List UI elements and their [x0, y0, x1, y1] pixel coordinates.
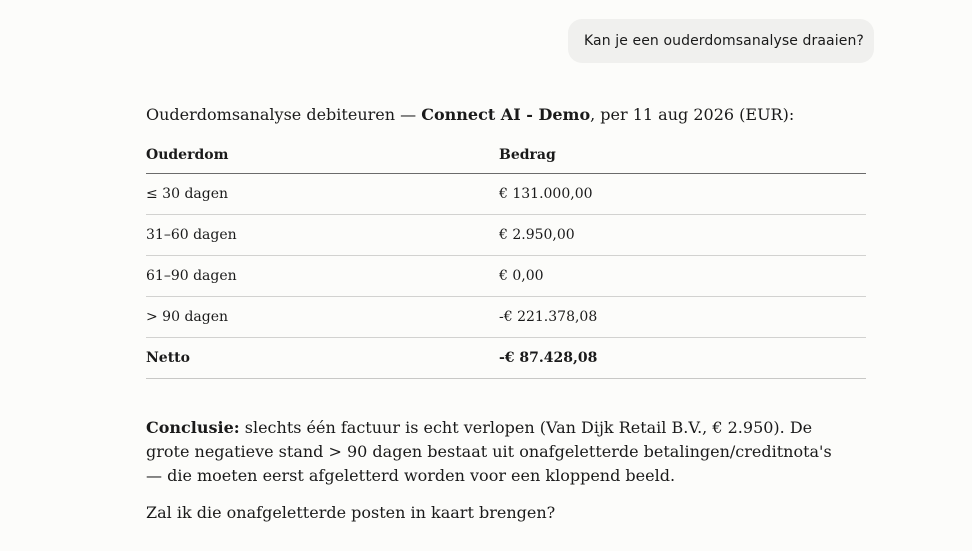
table-row [146, 297, 866, 338]
row-amount: € 131.000,00 [499, 174, 866, 215]
row-age: 61–90 dagen [146, 256, 499, 297]
user-message-text: Kan je een ouderdomsanalyse draaien? [584, 33, 864, 49]
intro-suffix: , per 11 aug 2026 (EUR): [590, 105, 795, 124]
header-age: Ouderdom [146, 136, 499, 174]
row-age: ≤ 30 dagen [146, 174, 499, 215]
user-message-bubble [568, 19, 874, 63]
table-row [146, 174, 866, 215]
aging-table [146, 136, 866, 379]
intro-prefix: Ouderdomsanalyse debiteuren — [146, 105, 422, 124]
company-name: Connect AI - Demo [421, 105, 591, 124]
conclusion-paragraph [146, 416, 846, 488]
row-age: > 90 dagen [146, 297, 499, 338]
row-amount: -€ 221.378,08 [499, 297, 866, 338]
aging-intro [146, 100, 866, 130]
total-amount: -€ 87.428,08 [499, 338, 866, 379]
table-row [146, 215, 866, 256]
table-total-row [146, 338, 866, 379]
row-amount: € 0,00 [499, 256, 866, 297]
assistant-message [146, 100, 866, 525]
table-row [146, 256, 866, 297]
table-header-row [146, 136, 866, 174]
header-amount: Bedrag [499, 136, 866, 174]
row-amount: € 2.950,00 [499, 215, 866, 256]
conclusion-text: slechts één factuur is echt verlopen (Van Dijk Retail B.V., € 2.950). De grote negatieve stand > 90 dagen bestaat uit onafgeletterde betalingen/creditnota's — die moeten eerst afgeletterd worden voor een kloppend beeld. [146, 418, 832, 485]
follow-up-question: Zal ik die onafgeletterde posten in kaart brengen? [146, 503, 556, 522]
conclusion-label: Conclusie: [146, 418, 240, 437]
total-label: Netto [146, 338, 499, 379]
row-age: 31–60 dagen [146, 215, 499, 256]
